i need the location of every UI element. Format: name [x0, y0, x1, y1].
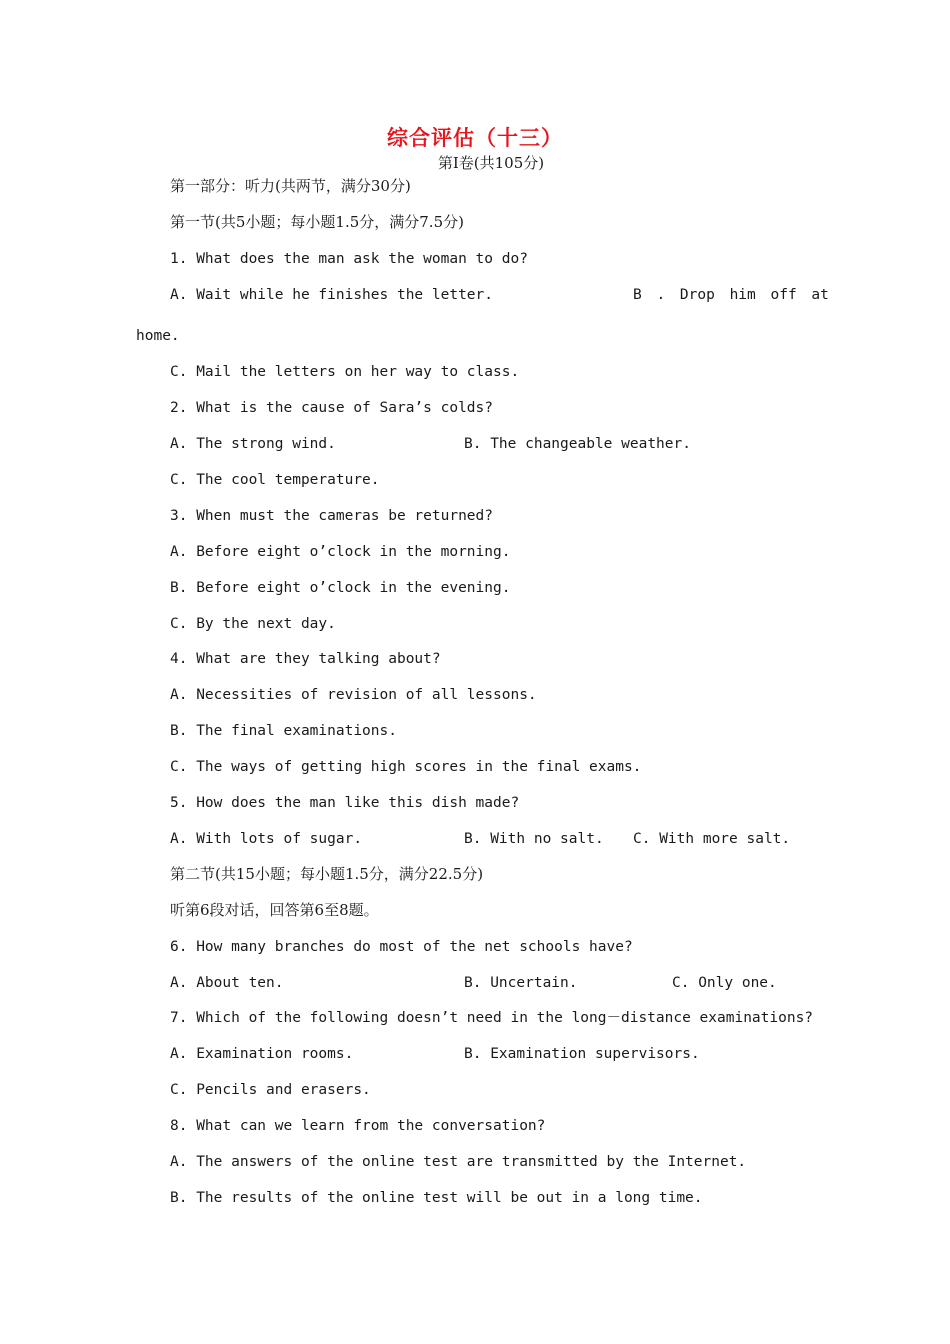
option-c: C. With more salt. — [633, 831, 791, 847]
section-heading: 第二节(共15小题；每小题1.5分，满分22.5分) — [170, 865, 484, 883]
question-stem: 8. What can we learn from the conversation? — [170, 1118, 546, 1134]
option-b: B. Before eight o’clock in the evening. — [170, 580, 511, 596]
question-stem: 2. What is the cause of Sara’s colds? — [170, 400, 494, 416]
option-a: A. The answers of the online test are transmitted by the Internet. — [170, 1154, 747, 1170]
option-b: B. Examination supervisors. — [464, 1046, 700, 1062]
option-a: A. The strong wind. — [170, 436, 336, 452]
option-c: C. The ways of getting high scores in the final exams. — [170, 759, 642, 775]
option-c: C. The cool temperature. — [170, 472, 380, 488]
option-b: B. The final examinations. — [170, 723, 397, 739]
option-a: A. Examination rooms. — [170, 1046, 354, 1062]
option-c: C. Only one. — [672, 975, 777, 991]
question-stem: 6. How many branches do most of the net schools have? — [170, 939, 633, 955]
question-stem: 3. When must the cameras be returned? — [170, 508, 494, 524]
option-b-continued: home. — [136, 328, 180, 344]
option-b: B. The results of the online test will be out in a long time. — [170, 1190, 703, 1206]
option-a: A. Before eight o’clock in the morning. — [170, 544, 511, 560]
option-b: B . Drop him off at — [633, 287, 829, 303]
option-c: C. Mail the letters on her way to class. — [170, 364, 520, 380]
option-b: B. With no salt. — [464, 831, 604, 847]
option-a: A. About ten. — [170, 975, 284, 991]
section-heading: 第一节(共5小题；每小题1.5分，满分7.5分) — [170, 213, 464, 231]
page-title: 综合评估（十三） — [387, 126, 563, 150]
option-b: B. Uncertain. — [464, 975, 578, 991]
dialogue-instruction: 听第6段对话，回答第6至8题。 — [170, 901, 379, 919]
question-stem: 4. What are they talking about? — [170, 651, 441, 667]
option-a: A. Necessities of revision of all lessons. — [170, 687, 537, 703]
option-a: A. Wait while he finishes the letter. — [170, 287, 494, 303]
question-stem: 7. Which of the following doesn’t need in the long－distance examinations? — [170, 1010, 814, 1026]
part-heading: 第一部分：听力(共两节，满分30分) — [170, 177, 411, 195]
option-c: C. By the next day. — [170, 616, 336, 632]
option-b: B. The changeable weather. — [464, 436, 691, 452]
option-c: C. Pencils and erasers. — [170, 1082, 371, 1098]
question-stem: 5. How does the man like this dish made? — [170, 795, 520, 811]
question-stem: 1. What does the man ask the woman to do? — [170, 251, 528, 267]
option-a: A. With lots of sugar. — [170, 831, 363, 847]
paper-subtitle: 第Ⅰ卷(共105分) — [437, 154, 545, 172]
